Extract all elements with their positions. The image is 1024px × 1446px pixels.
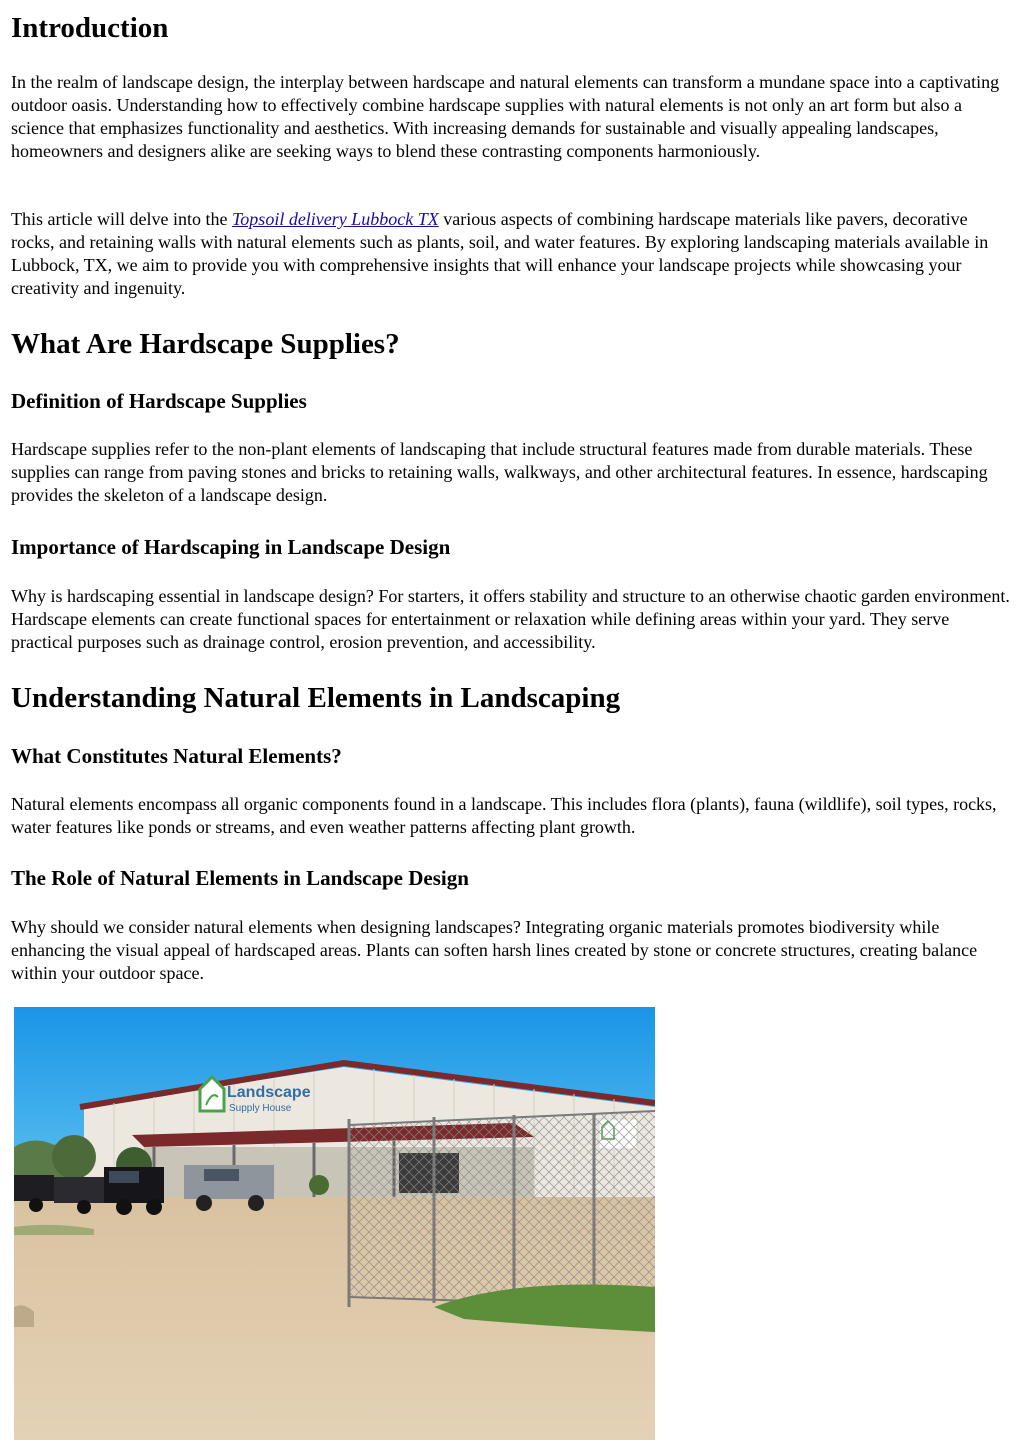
photo-illustration	[14, 1007, 655, 1440]
intro-heading: Introduction	[11, 12, 169, 44]
role-heading: The Role of Natural Elements in Landscape Design	[11, 866, 469, 890]
intro-paragraph-1: In the realm of landscape design, the interplay between hardscape and natural elements can transform a mundane space into a captivating outdoor oasis. Understanding how to effectively combine hardscape supplies with natural elements is not only an art form but also a science that emphasizes functionality and aesthetics. With increasing demands for sustainable and visually appealing landscapes, homeowners and designers alike are seeking ways to blend these contrasting components harmoniously.	[11, 72, 1000, 161]
constitutes-heading: What Constitutes Natural Elements?	[11, 744, 342, 768]
intro-p2-before: This article will delve into the	[11, 209, 232, 229]
definition-paragraph: Hardscape supplies refer to the non-plant elements of landscaping that include structural features made from durable materials. These supplies can range from paving stones and bricks to retaining walls, walkways, and other architectural features. In essence, hardscaping provides the skeleton of a landscape design.	[11, 439, 988, 505]
intro-paragraph-2	[11, 208, 1011, 300]
importance-paragraph: Why is hardscaping essential in landscape design? For starters, it offers stability and structure to an otherwise chaotic garden environment. Hardscape elements can create functional spaces for entertainment or relaxation while defining areas within your yard. They serve practical purposes such as drainage control, erosion prevention, and accessibility.	[11, 586, 1010, 652]
planter-shrub	[309, 1175, 329, 1195]
tree	[52, 1135, 96, 1179]
definition-heading: Definition of Hardscape Supplies	[11, 389, 307, 413]
role-paragraph: Why should we consider natural elements when designing landscapes? Integrating organic materials promotes biodiversity while enhancing the visual appeal of hardscaped areas. Plants can soften harsh lines created by stone or concrete structures, creating balance within your outdoor space.	[11, 917, 978, 983]
sign-line2: Supply House	[229, 1103, 292, 1114]
topsoil-delivery-link[interactable]: Topsoil delivery Lubbock TX	[231, 209, 439, 229]
intro-p2-after: various aspects of combining hardscape materials like pavers, decorative rocks, and retaining walls with natural elements such as plants, soil, and water features. By exploring landscaping materials available in Lubbock, TX, we aim to provide you with comprehensive insights that will enhance your landscape projects while showcasing your creativity and ingenuity.	[11, 209, 989, 298]
landscape-supply-photo	[14, 1007, 655, 1440]
constitutes-paragraph: Natural elements encompass all organic components found in a landscape. This includes flora (plants), fauna (wildlife), soil types, rocks, water features like ponds or streams, and even weather patterns affecting plant growth.	[11, 794, 997, 837]
chain-link-fence	[349, 1111, 655, 1307]
sign-line1: Landscape	[227, 1084, 311, 1101]
importance-heading: Importance of Hardscaping in Landscape Design	[11, 535, 451, 559]
hardscape-heading: What Are Hardscape Supplies?	[11, 328, 400, 360]
natural-elements-heading: Understanding Natural Elements in Landscaping	[11, 682, 621, 714]
